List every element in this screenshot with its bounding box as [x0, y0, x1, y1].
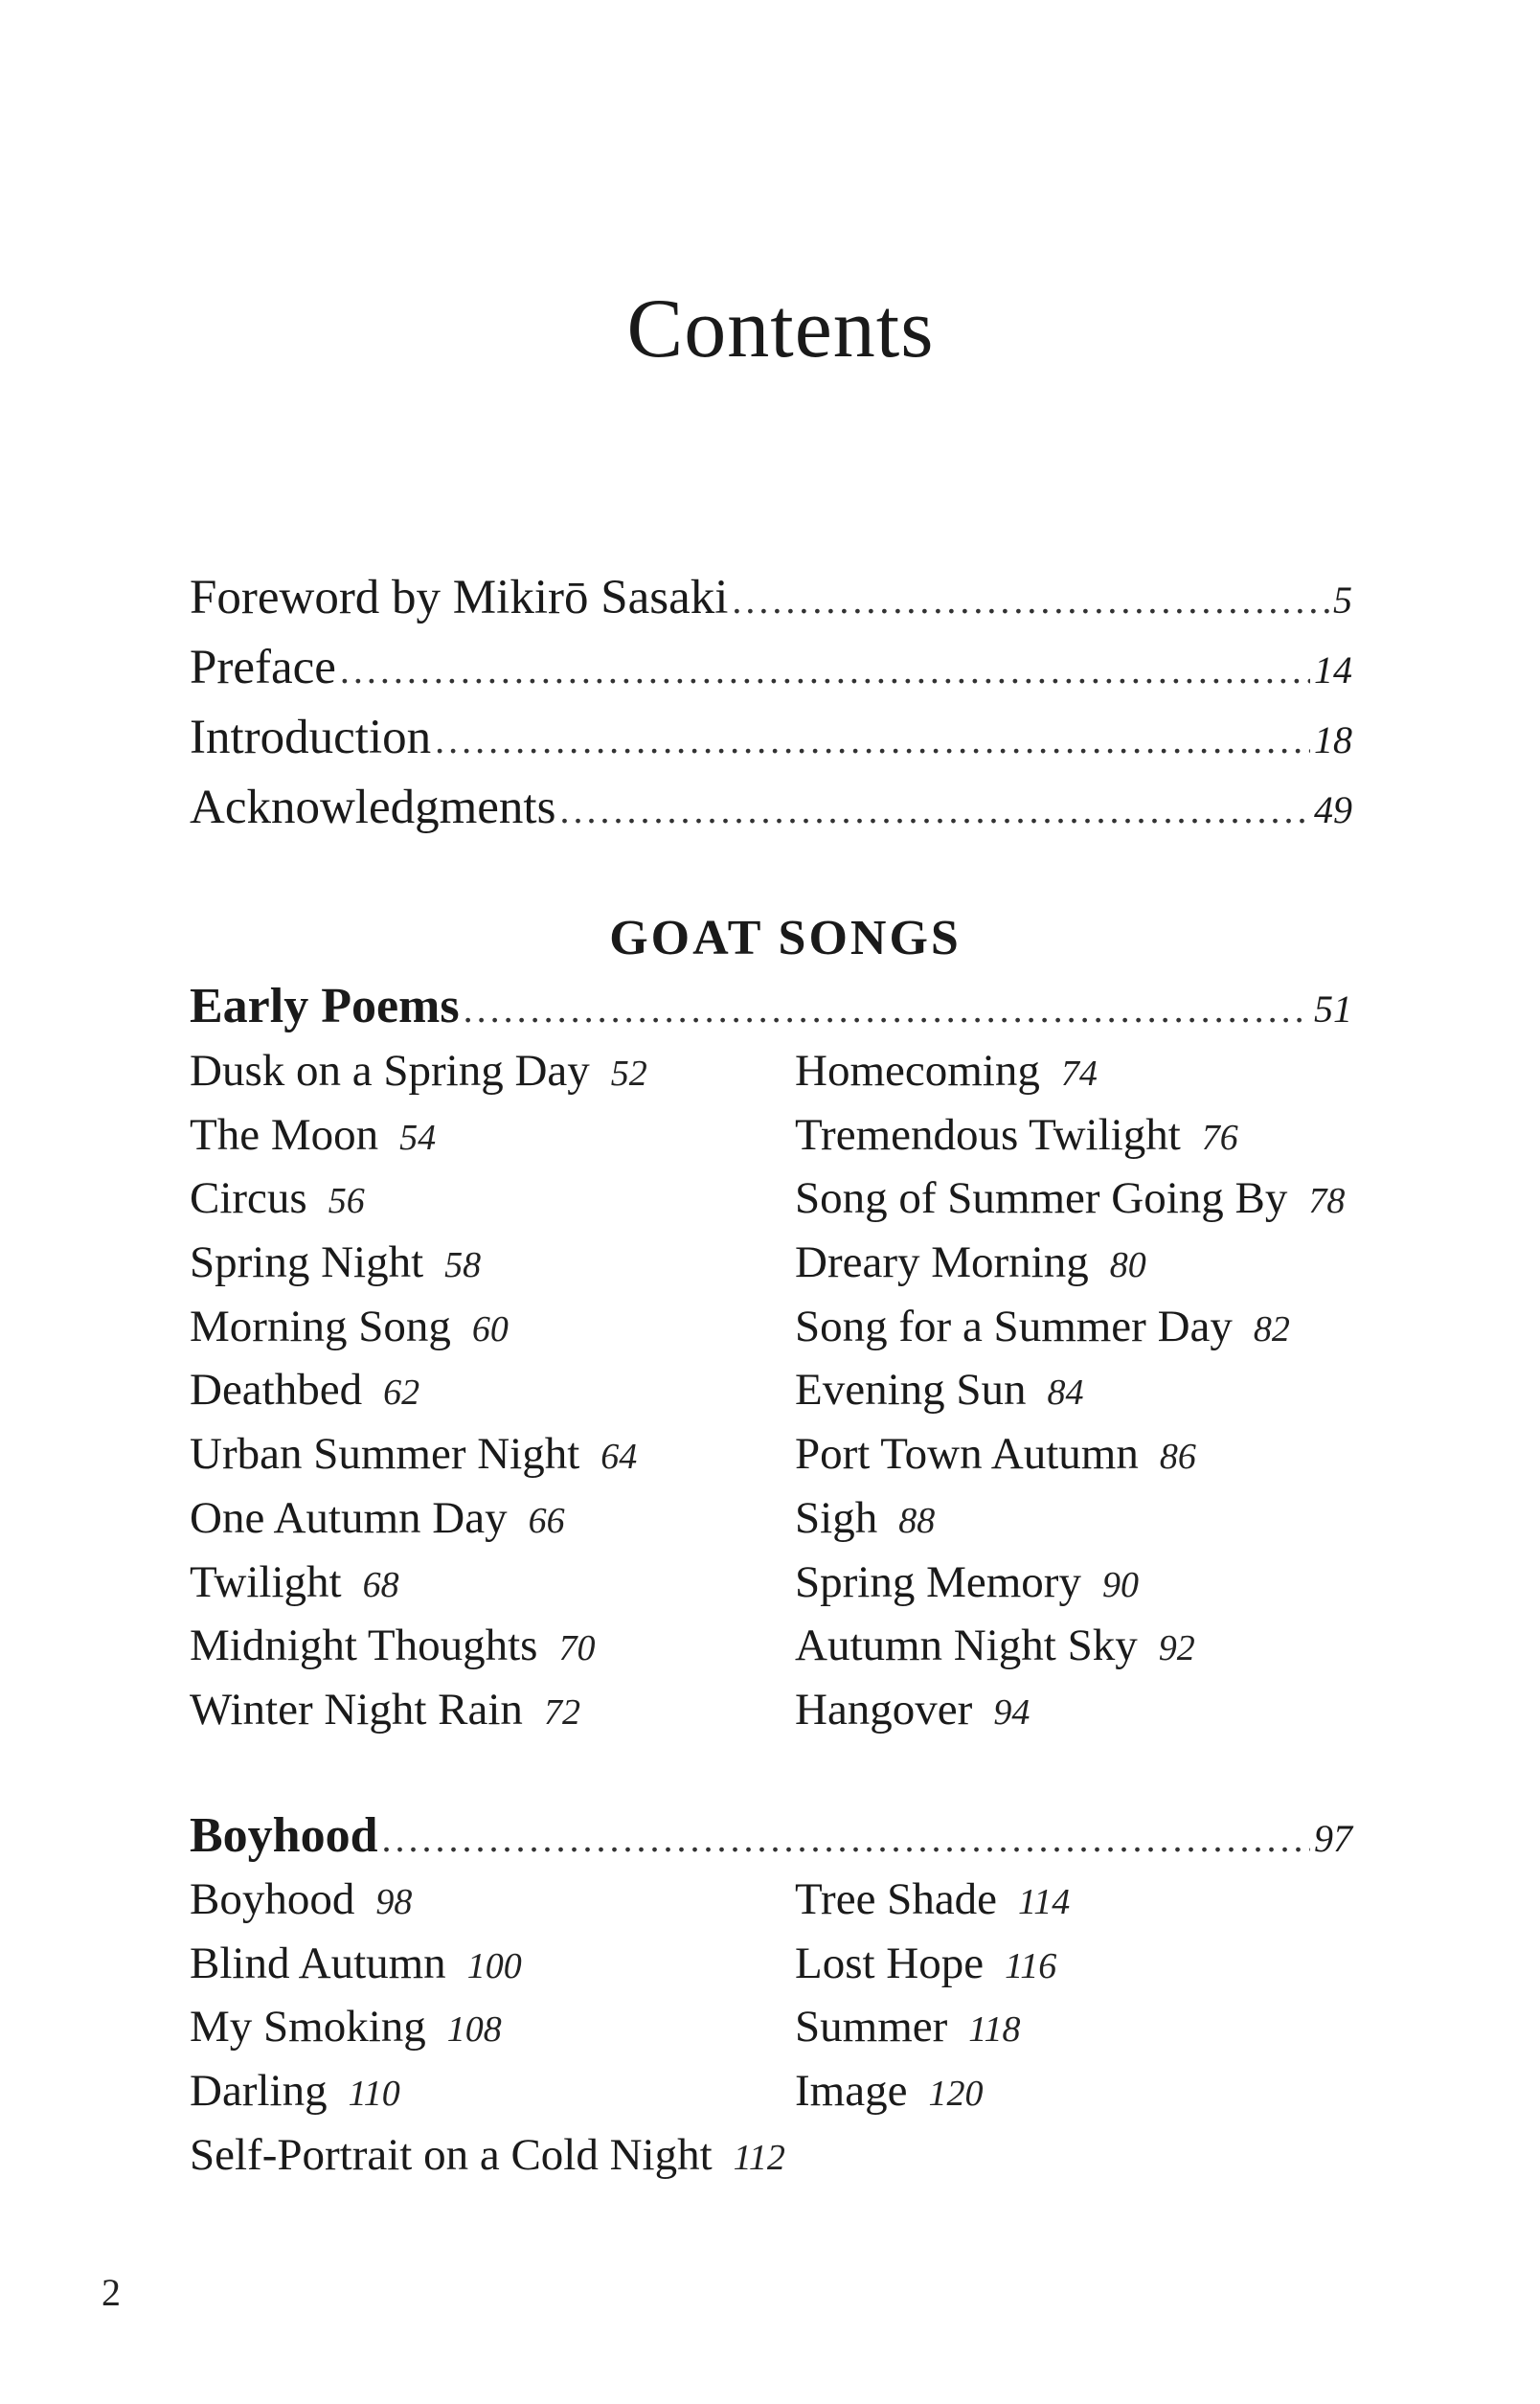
poem-entry: [795, 1295, 1345, 1359]
poem-entry: [190, 1422, 647, 1486]
poem-page: 100: [466, 1945, 522, 1986]
poem-entry: [795, 1678, 1345, 1742]
poem-title: Sigh: [795, 1492, 878, 1543]
dot-leader: [435, 705, 1310, 775]
poem-entry: [795, 1932, 1070, 1996]
poem-entry: [795, 1551, 1345, 1615]
poem-title: Song of Summer Going By: [795, 1173, 1288, 1224]
toc-entry-label: Foreword by Mikirō Sasaki: [190, 571, 729, 624]
toc-entry-page: 49: [1314, 788, 1352, 831]
poem-entry: [190, 1868, 785, 1932]
poem-page: 72: [543, 1691, 580, 1733]
poem-entry: [795, 2059, 1070, 2123]
poem-page: 84: [1047, 1372, 1084, 1414]
toc-entry-page: 14: [1314, 648, 1352, 692]
front-matter-list: [190, 563, 1352, 843]
poem-page: 54: [399, 1117, 437, 1158]
poem-page: 74: [1060, 1054, 1098, 1094]
poem-entry: [795, 1358, 1345, 1422]
poem-title: Homecoming: [795, 1046, 1040, 1096]
toc-entry-acknowledgments: [190, 773, 1352, 843]
poem-page: 76: [1201, 1117, 1238, 1158]
poem-page: 110: [348, 2074, 400, 2115]
poem-page: 60: [471, 1308, 509, 1349]
toc-entry-label: Introduction: [190, 711, 432, 764]
poem-title: Song for a Summer Day: [795, 1301, 1233, 1351]
poem-title: Boyhood: [190, 1874, 355, 1924]
poem-title: Winter Night Rain: [190, 1684, 523, 1735]
poem-page: 90: [1101, 1564, 1139, 1605]
poem-page: 118: [968, 2009, 1021, 2051]
poem-page: 64: [600, 1437, 638, 1478]
section-title: GOAT SONGS: [609, 911, 962, 965]
poem-page: 98: [375, 1882, 413, 1922]
poem-title: Circus: [190, 1173, 307, 1224]
poem-entry: [190, 1995, 785, 2059]
poem-entry: [190, 1039, 647, 1103]
poem-title: Autumn Night Sky: [795, 1621, 1138, 1671]
poem-entry: [190, 1295, 647, 1359]
poem-title: The Moon: [190, 1109, 379, 1160]
poem-title: Blind Autumn: [190, 1938, 446, 1988]
poem-page: 94: [993, 1691, 1030, 1733]
poem-page: 66: [528, 1500, 565, 1541]
toc-entry-page: 18: [1314, 718, 1352, 761]
poem-title: Tremendous Twilight: [795, 1109, 1181, 1160]
poem-page: 88: [898, 1500, 936, 1541]
dot-leader: [382, 1803, 1310, 1873]
poem-title: Twilight: [190, 1556, 342, 1607]
part-heading-early-poems: [190, 971, 1352, 1041]
poem-title: Morning Song: [190, 1301, 451, 1351]
poem-page: 78: [1308, 1181, 1346, 1222]
poem-page: 92: [1158, 1628, 1195, 1669]
poem-entry: [795, 1039, 1345, 1103]
poem-title: Hangover: [795, 1684, 973, 1735]
poem-entry: [795, 1486, 1345, 1551]
part-heading-page: 97: [1314, 1817, 1352, 1860]
poem-title: One Autumn Day: [190, 1492, 508, 1543]
poem-page: 70: [558, 1628, 596, 1669]
toc-entry-foreword: [190, 563, 1352, 633]
poem-entry: [190, 1678, 647, 1742]
dot-leader: [732, 565, 1329, 635]
poem-entry: [190, 2059, 785, 2123]
part-heading-boyhood: [190, 1801, 1352, 1871]
poem-title: Dreary Morning: [795, 1237, 1089, 1288]
poem-column-right: [795, 1868, 1070, 2123]
poem-column-right: [795, 1039, 1345, 1742]
poem-title: Evening Sun: [795, 1365, 1027, 1416]
page-title: Contents: [626, 283, 935, 375]
toc-entry-introduction: [190, 703, 1352, 773]
poem-title: Deathbed: [190, 1365, 363, 1416]
poem-entry: [190, 1932, 785, 1996]
poem-page: 116: [1005, 1945, 1057, 1986]
poem-entry: [795, 1995, 1070, 2059]
poem-entry: [795, 1231, 1345, 1295]
poem-title: Port Town Autumn: [795, 1429, 1139, 1480]
poem-title: Midnight Thoughts: [190, 1621, 538, 1671]
poem-title: Spring Memory: [795, 1556, 1081, 1607]
poem-entry: [795, 1167, 1345, 1231]
toc-entry-label: Preface: [190, 641, 336, 694]
poem-entry: [190, 1358, 647, 1422]
dot-leader: [340, 635, 1310, 705]
poem-entry: [795, 1868, 1070, 1932]
poem-title: Spring Night: [190, 1237, 424, 1288]
poem-title: Tree Shade: [795, 1874, 998, 1924]
poem-entry: [190, 1103, 647, 1168]
poem-page: 114: [1018, 1882, 1071, 1922]
poem-title: Lost Hope: [795, 1938, 985, 1988]
poem-entry: [190, 2123, 785, 2188]
poem-page: 82: [1253, 1308, 1290, 1349]
poem-page: 112: [733, 2137, 785, 2178]
poem-entry: [190, 1231, 647, 1295]
poem-entry: [795, 1614, 1345, 1678]
poem-page: 86: [1159, 1437, 1196, 1478]
part-heading-label: Early Poems: [190, 979, 460, 1033]
dot-leader: [559, 775, 1310, 845]
poem-title: Image: [795, 2066, 908, 2117]
poem-page: 56: [328, 1181, 365, 1222]
poem-column-left: [190, 1868, 785, 2187]
part-heading-label: Boyhood: [190, 1808, 378, 1863]
poem-entry: [190, 1614, 647, 1678]
poem-entry: [190, 1551, 647, 1615]
poem-page: 68: [362, 1564, 399, 1605]
poem-title: Urban Summer Night: [190, 1429, 580, 1480]
dot-leader: [464, 974, 1310, 1044]
poem-entry: [190, 1167, 647, 1231]
poem-page: 62: [383, 1372, 420, 1414]
toc-entry-part: [190, 971, 1352, 1041]
poem-page: 108: [446, 2009, 502, 2051]
toc-entry-part: [190, 1801, 1352, 1871]
poem-page: 120: [928, 2074, 984, 2115]
poem-page: 58: [444, 1245, 482, 1286]
poem-title: Dusk on a Spring Day: [190, 1046, 590, 1096]
poem-title: Summer: [795, 2002, 948, 2052]
poem-entry: [795, 1103, 1345, 1168]
poem-page: 52: [610, 1054, 647, 1094]
poem-title: Darling: [190, 2066, 328, 2117]
part-heading-page: 51: [1314, 987, 1352, 1031]
toc-entry-page: 5: [1333, 578, 1352, 622]
poem-entry: [190, 1486, 647, 1551]
poem-column-left: [190, 1039, 647, 1742]
toc-entry-label: Acknowledgments: [190, 781, 556, 834]
poem-page: 80: [1109, 1245, 1146, 1286]
poem-title: My Smoking: [190, 2002, 426, 2052]
poem-title: Self-Portrait on a Cold Night: [190, 2129, 713, 2180]
toc-entry-preface: [190, 633, 1352, 703]
page-number: 2: [102, 2271, 121, 2314]
poem-entry: [795, 1422, 1345, 1486]
